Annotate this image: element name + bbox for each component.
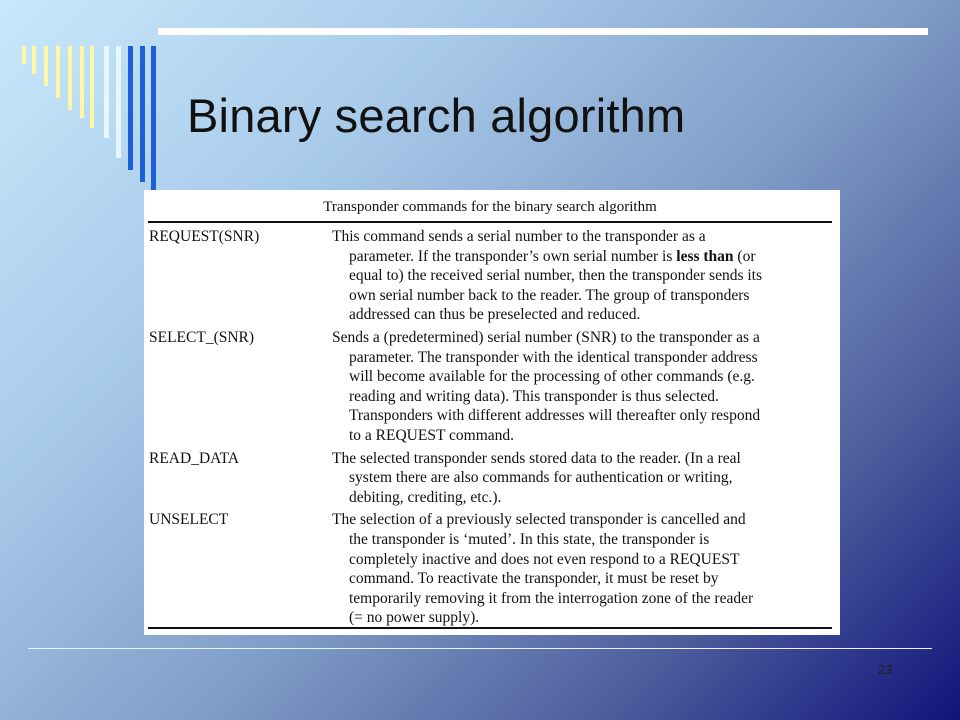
- slide-title: Binary search algorithm: [187, 89, 686, 142]
- table-bottom-rule: [148, 627, 832, 629]
- decorative-stripes: [22, 46, 162, 196]
- table-row: [148, 227, 832, 325]
- table-row: [148, 510, 832, 628]
- description-line: own serial number back to the reader. The group of transponders: [349, 286, 750, 304]
- table-caption: Transponder commands for the binary search algorithm: [323, 199, 657, 215]
- top-rule: [158, 28, 928, 35]
- command-name: READ_DATA: [149, 449, 240, 467]
- command-description: [332, 510, 832, 628]
- description-line: temporarily removing it from the interrogation zone of the reader: [349, 589, 754, 607]
- stripe-yellow-6: [80, 46, 84, 118]
- description-text: (or: [733, 247, 756, 265]
- description-line: parameter. The transponder with the identical transponder address: [349, 348, 758, 366]
- description-line: system there are also commands for authentication or writing,: [349, 469, 733, 487]
- description-line: The selected transponder sends stored data to the reader. (In a real: [332, 449, 741, 467]
- footer-rule: [28, 648, 932, 649]
- description-line: This command sends a serial number to the transponder as a: [332, 228, 706, 245]
- description-line: addressed can thus be preselected and reduced.: [349, 306, 641, 324]
- stripe-yellow-5: [68, 46, 72, 110]
- stripe-yellow-2: [32, 46, 36, 74]
- stripe-blue-2: [140, 46, 145, 182]
- description-line: equal to) the received serial number, then the transponder sends its: [349, 267, 763, 285]
- caption-rule: [148, 221, 832, 223]
- command-name: REQUEST(SNR): [149, 228, 260, 245]
- description-line: Sends a (predetermined) serial number (SNR) to the transponder as a: [332, 328, 760, 346]
- description-line: will become available for the processing of other commands (e.g.: [349, 368, 755, 386]
- commands-table: [144, 190, 840, 635]
- description-line: reading and writing data). This transponder is thus selected.: [349, 387, 719, 405]
- stripe-yellow-1: [22, 46, 26, 64]
- table-row: [148, 328, 832, 446]
- stripe-yellow-3: [44, 46, 48, 86]
- command-description: [332, 227, 832, 325]
- description-line: [332, 247, 832, 267]
- stripe-blue-1: [128, 46, 133, 170]
- command-name: UNSELECT: [149, 511, 229, 529]
- stripe-yellow-7: [90, 46, 94, 128]
- description-line: The selection of a previously selected transponder is cancelled and: [332, 511, 746, 529]
- command-name: SELECT_(SNR): [149, 328, 255, 346]
- command-description: [332, 449, 832, 508]
- description-line: the transponder is ‘muted’. In this state, the transponder is: [349, 530, 710, 548]
- bold-phrase: less than: [676, 247, 734, 265]
- description-line: Transponders with different addresses will thereafter only respond: [349, 407, 761, 425]
- stripe-light-2: [116, 46, 121, 158]
- description-text: parameter. If the transponder’s own serial number is: [349, 247, 677, 265]
- description-line: to a REQUEST command.: [349, 426, 515, 444]
- stripe-yellow-4: [56, 46, 60, 98]
- description-line: command. To reactivate the transponder, it must be reset by: [349, 570, 719, 588]
- command-description: [332, 328, 832, 446]
- description-line: debiting, crediting, etc.).: [349, 488, 502, 506]
- description-line: (= no power supply).: [349, 609, 480, 627]
- stripe-light-1: [104, 46, 109, 138]
- table-row: [148, 449, 832, 508]
- description-line: completely inactive and does not even respond to a REQUEST: [349, 550, 740, 568]
- stripe-blue-3: [151, 46, 156, 194]
- page-number: 23: [878, 662, 893, 677]
